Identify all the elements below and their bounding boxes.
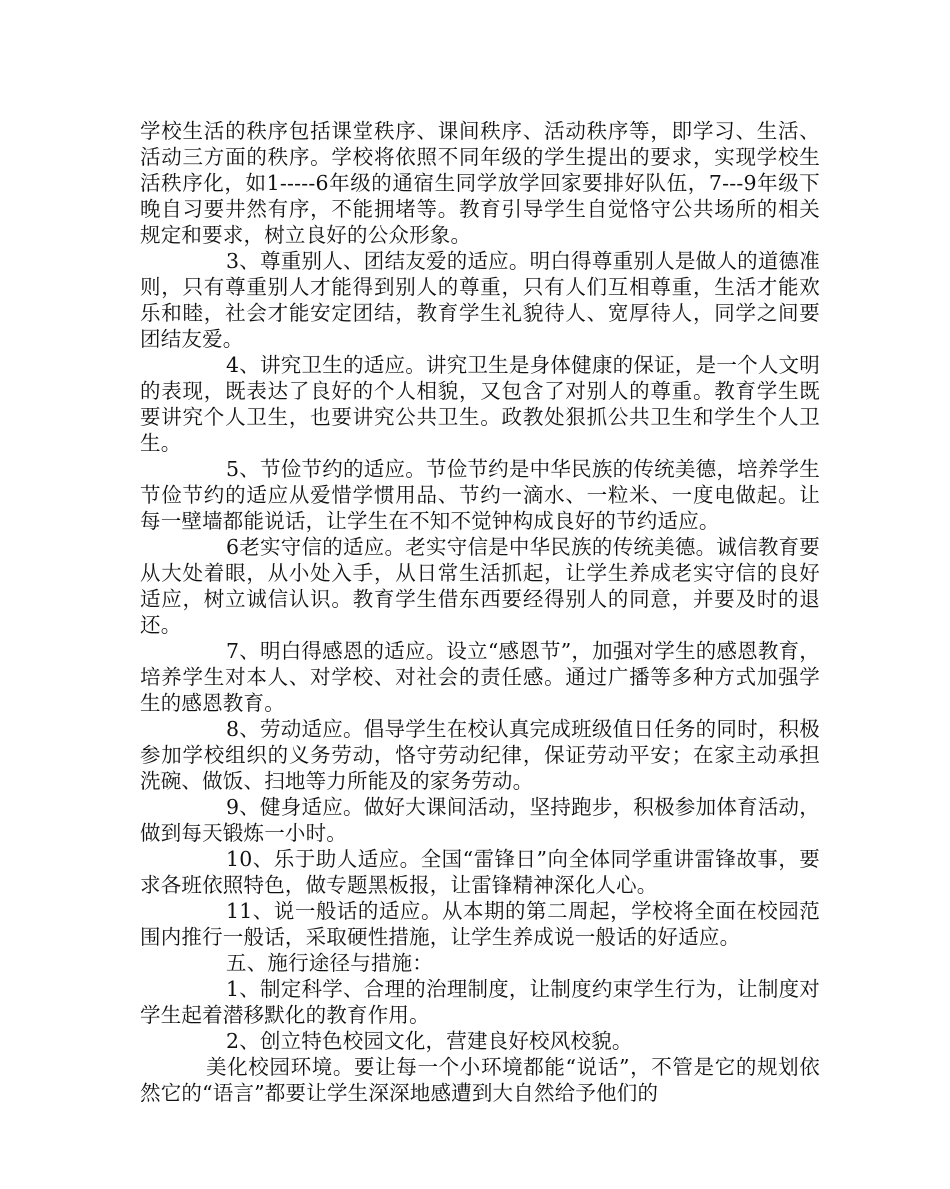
paragraph-measure-1: 1、制定科学、合理的治理制度，让制度约束学生行为，让制度对学生起着潜移默化的教育作用。 — [140, 977, 820, 1027]
paragraph-item-5: 5、节俭节约的适应。节俭节约是中华民族的传统美德，培养学生节俭节约的适应从爱惜学惯用品、节约一滴水、一粒米、一度电做起。让每一壁墙都能说话，让学生在不知不觉钟构成良好的节约适应。 — [140, 457, 820, 533]
paragraph-item-8: 8、劳动适应。倡导学生在校认真完成班级值日任务的同时，积极参加学校组织的义务劳动，恪守劳动纪律，保证劳动平安；在家主动承担洗碗、做饭、扫地等力所能及的家务劳动。 — [140, 717, 820, 793]
paragraph-item-11: 11、说一般话的适应。从本期的第二周起，学校将全面在校园范围内推行一般话，采取硬性措施，让学生养成说一般话的好适应。 — [140, 899, 820, 949]
section-heading-measures: 五、施行途径与措施： — [226, 951, 433, 975]
paragraph-measure-2: 2、创立特色校园文化，营建良好校风校貌。 — [226, 1029, 633, 1053]
paragraph-item-10: 10、乐于助人适应。全国“雷锋日”向全体同学重讲雷锋故事，要求各班依照特色，做专题黑板报，让雷锋精神深化人心。 — [140, 847, 820, 897]
document-body — [140, 118, 820, 1106]
paragraph-item-7: 7、明白得感恩的适应。设立“感恩节”，加强对学生的感恩教育，培养学生对本人、对学校、对社会的责任感。通过广播等多种方式加强学生的感恩教育。 — [140, 639, 820, 715]
paragraph-school-order: 学校生活的秩序包括课堂秩序、课间秩序、活动秩序等，即学习、生活、活动三方面的秩序。学校将依照不同年级的学生提出的要求，实现学校生活秩序化，如1-----6年级的通宿生同学放学回家要排好队伍，7---9年级下晚自习要井然有序，不能拥堵等。教育引导学生自觉恪守公共场所的相关规定和要求，树立良好的公众形象。 — [140, 119, 820, 247]
paragraph-item-4: 4、讲究卫生的适应。讲究卫生是身体健康的保证，是一个人文明的表现，既表达了良好的个人相貌，又包含了对别人的尊重。教育学生既要讲究个人卫生，也要讲究公共卫生。政教处狠抓公共卫生和学生个人卫生。 — [140, 353, 820, 455]
paragraph-item-6: 6老实守信的适应。老实守信是中华民族的传统美德。诚信教育要从大处着眼，从小处入手，从日常生活抓起，让学生养成老实守信的良好适应，树立诚信认识。教育学生借东西要经得别人的同意，并要及时的退还。 — [140, 535, 820, 637]
paragraph-item-3: 3、尊重别人、团结友爱的适应。明白得尊重别人是做人的道德准则，只有尊重别人才能得到别人的尊重，只有人们互相尊重，生活才能欢乐和睦，社会才能安定团结，教育学生礼貌待人、宽厚待人，同学之间要团结友爱。 — [140, 249, 820, 351]
paragraph-item-9: 9、健身适应。做好大课间活动，坚持跑步，积极参加体育活动，做到每天锻炼一小时。 — [140, 795, 820, 845]
paragraph-campus-environment: 美化校园环境。要让每一个小环境都能“说话”，不管是它的规划依然它的“语言”都要让学生深深地感遭到大自然给予他们的 — [140, 1055, 820, 1105]
